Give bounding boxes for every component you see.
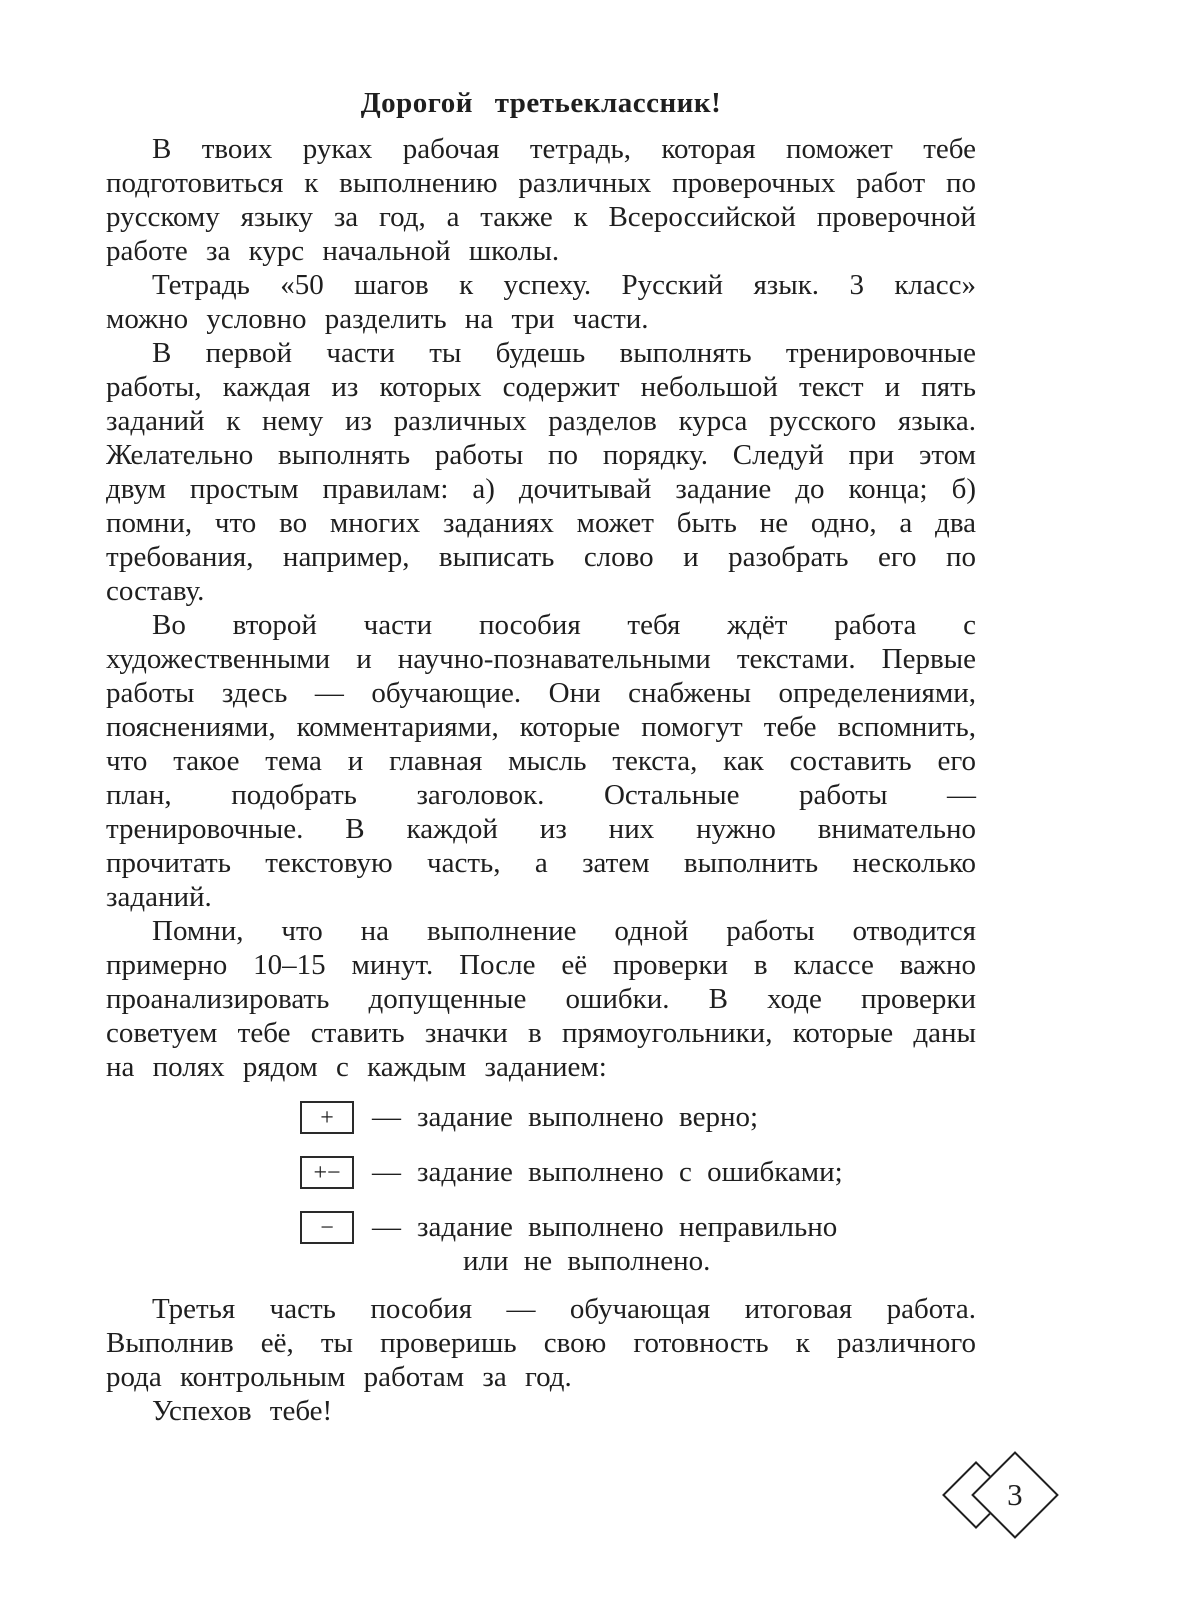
plus-mark: + bbox=[320, 1104, 334, 1131]
legend-label-correct: задание выполнено верно; bbox=[417, 1101, 759, 1133]
plus-mark-box bbox=[300, 1101, 354, 1134]
page-title: Дорогой третьеклассник! bbox=[360, 87, 722, 119]
plus-minus-mark-box bbox=[300, 1156, 354, 1189]
page-number-diamond-icon bbox=[971, 1451, 1059, 1539]
minus-mark: − bbox=[320, 1214, 334, 1241]
plus-minus-mark: +− bbox=[313, 1159, 341, 1186]
page-number: 3 bbox=[1007, 1477, 1023, 1512]
legend-item-with-mistakes bbox=[300, 1155, 976, 1189]
legend-dash: — bbox=[372, 1156, 401, 1188]
legend-label-incorrect: задание выполнено неправильно или не выполнено. bbox=[417, 1211, 838, 1277]
legend-dash: — bbox=[372, 1211, 401, 1243]
marks-legend bbox=[300, 1100, 976, 1278]
notebook-name-paragraph: Тетрадь «50 шагов к успеху. Русский язык. 3 класс» можно условно разделить на три части. bbox=[106, 269, 976, 335]
farewell-paragraph: Успехов тебе! bbox=[152, 1395, 333, 1427]
legend-dash: — bbox=[372, 1101, 401, 1133]
page-number-mark bbox=[952, 1452, 1048, 1536]
timing-paragraph: Помни, что на выполнение одной работы отводится примерно 10–15 минут. После её проверки в классе важно проанализировать допущенные ошибки. В ходе проверки советуем тебе ставить значки в прямоугольники, которые даны на полях рядом с каждым заданием: bbox=[106, 915, 976, 1083]
part-two-paragraph: Во второй части пособия тебя ждёт работа с художественными и научно-познавательными текстами. Первые работы здесь — обучающие. Они снабжены определениями, пояснениями, комментариями, которые помогут тебе вспомнить, что такое тема и главная мысль текста, как составить его план, подобрать заголовок. Остальные работы — тренировочные. В каждой из них нужно внимательно прочитать текстовую часть, а затем выполнить несколько заданий. bbox=[106, 609, 976, 913]
legend-label-with-mistakes: задание выполнено с ошибками; bbox=[417, 1156, 843, 1188]
legend-item-correct bbox=[300, 1100, 976, 1134]
part-one-paragraph: В первой части ты будешь выполнять тренировочные работы, каждая из которых содержит небольшой текст и пять заданий к нему из различных разделов курса русского языка. Желательно выполнять работы по порядку. Следуй при этом двум простым правилам: а) дочитывай задание до конца; б) помни, что во многих заданиях может быть не одно, а два требования, например, выписать слово и разобрать его по составу. bbox=[106, 337, 976, 607]
minus-mark-box bbox=[300, 1211, 354, 1244]
legend-item-incorrect bbox=[300, 1210, 976, 1278]
part-three-paragraph: Третья часть пособия — обучающая итоговая работа. Выполнив её, ты проверишь свою готовность к различного рода контрольным работам за год. bbox=[106, 1293, 976, 1393]
intro-paragraph: В твоих руках рабочая тетрадь, которая поможет тебе подготовиться к выполнению различных проверочных работ по русскому языку за год, а также к Всероссийской проверочной работе за курс начальной школы. bbox=[106, 133, 976, 267]
